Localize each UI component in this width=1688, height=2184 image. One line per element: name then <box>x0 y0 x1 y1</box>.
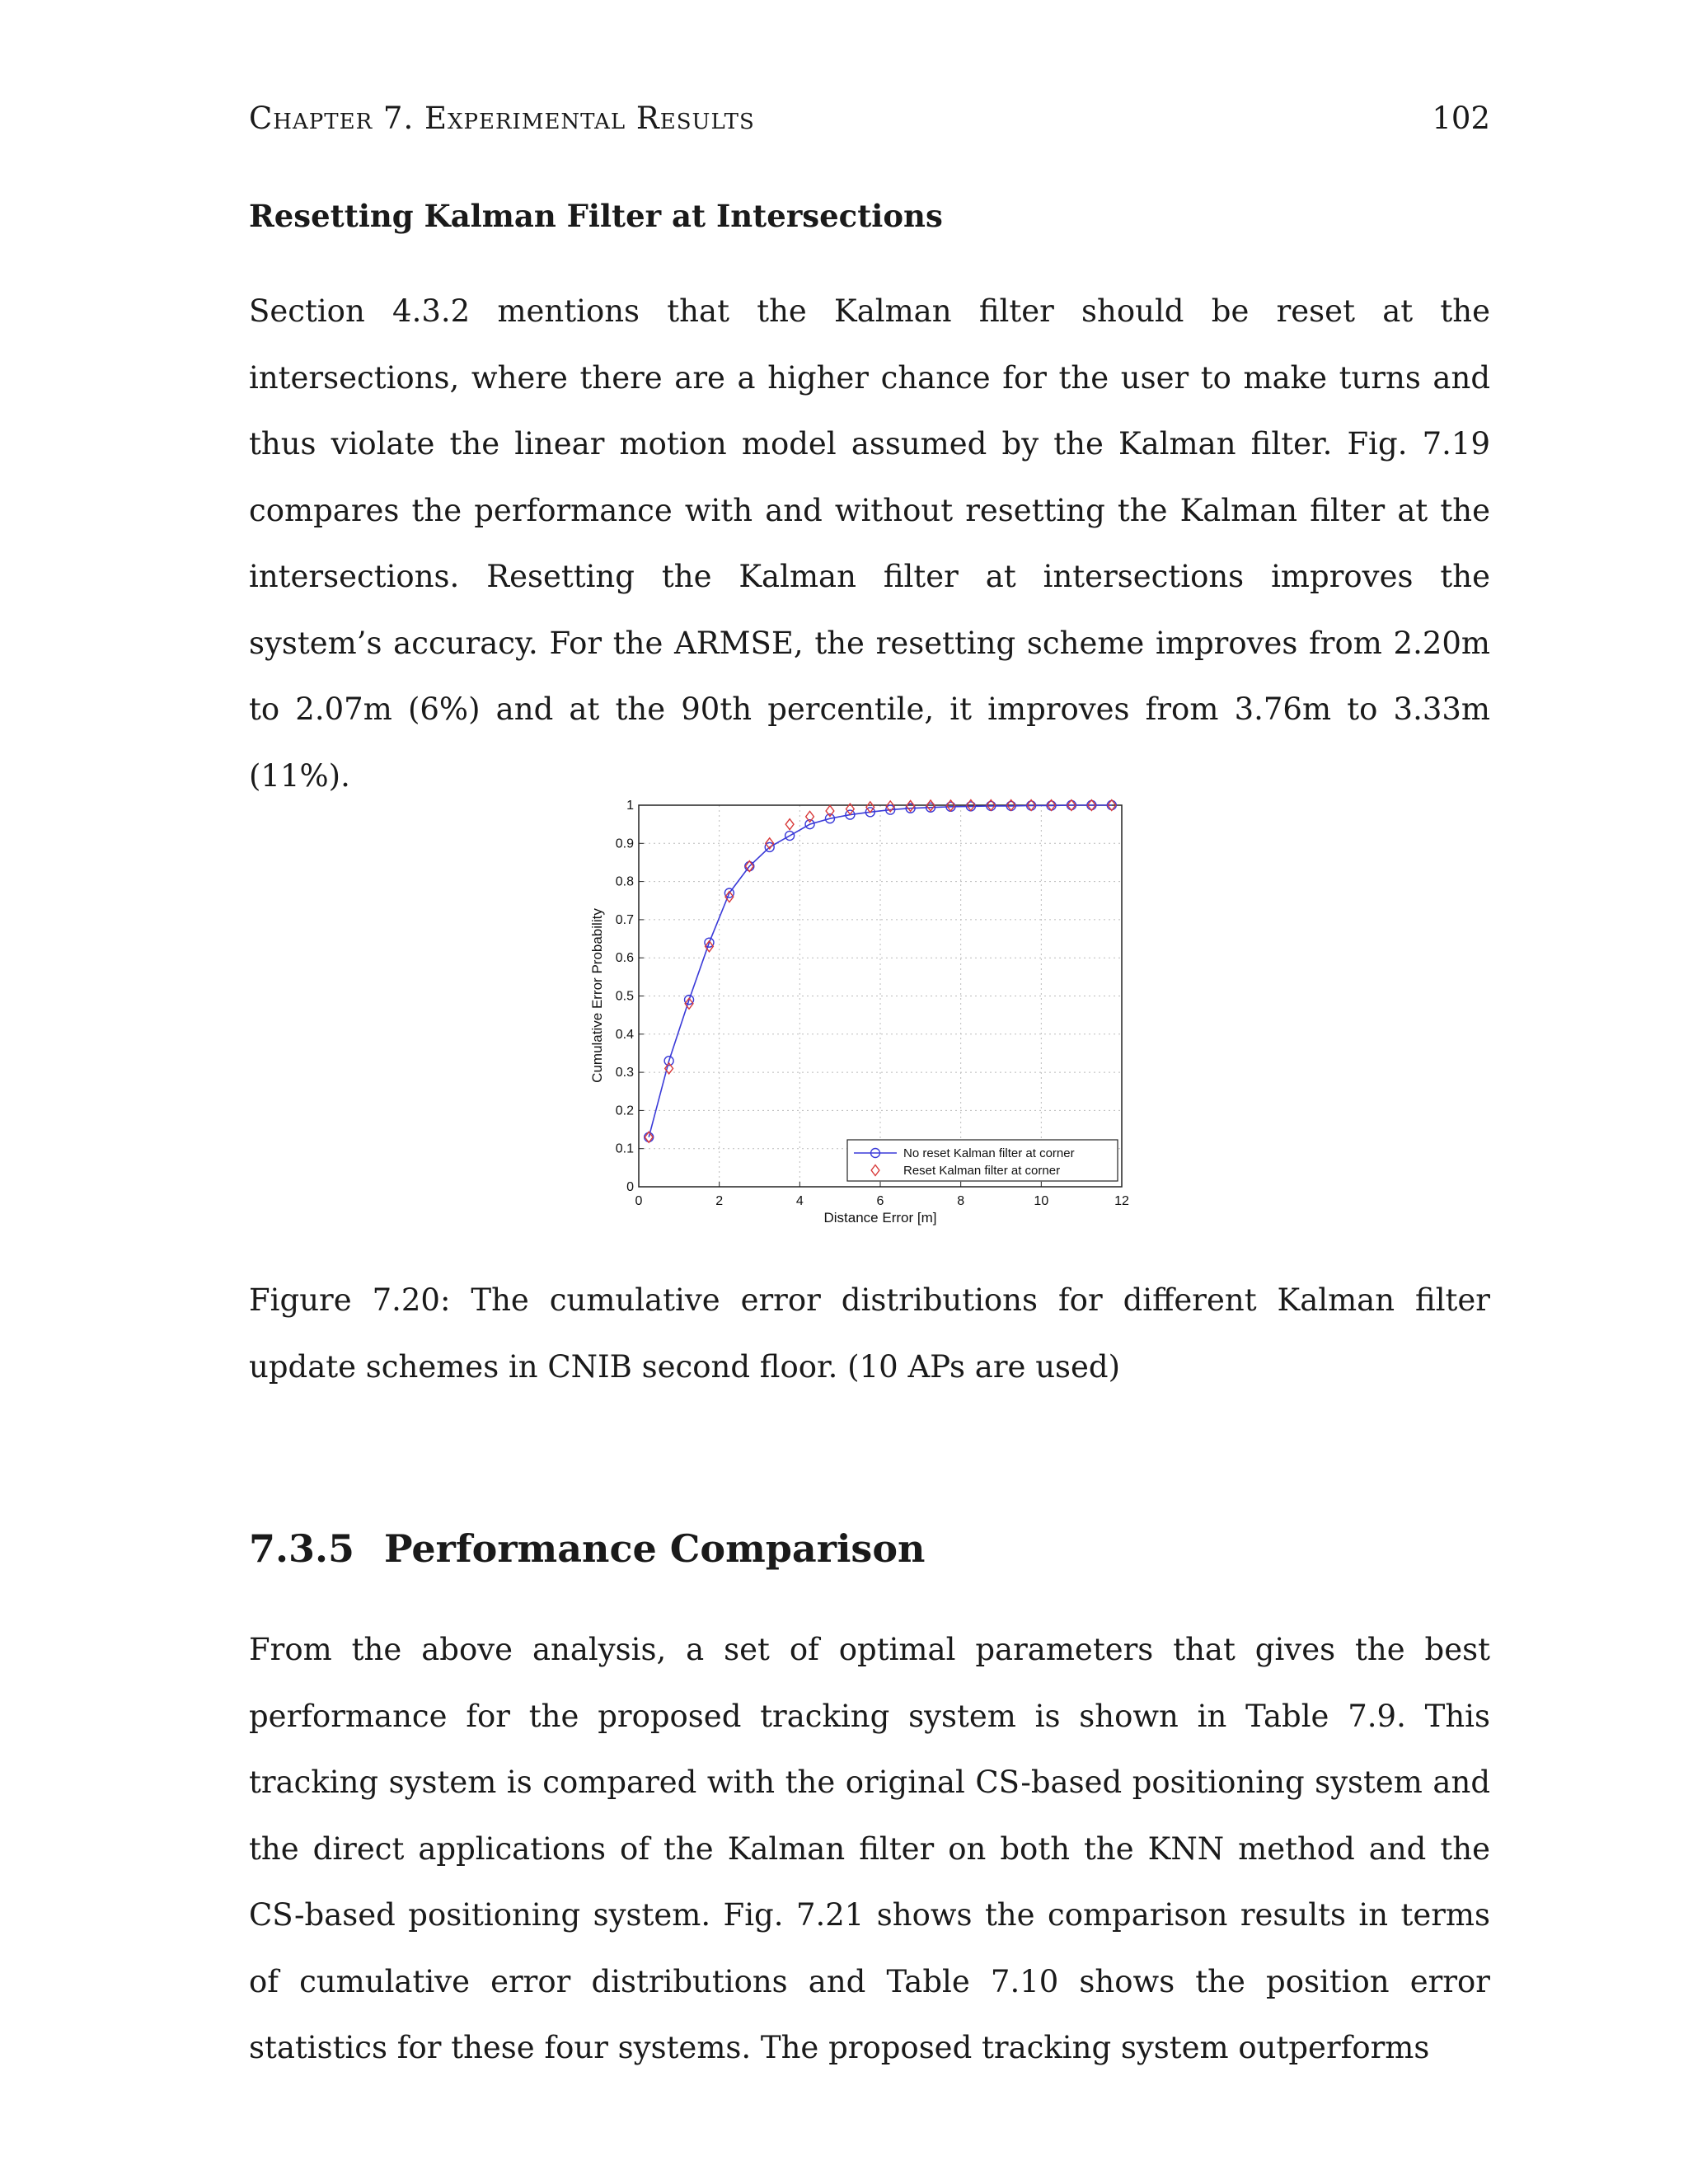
y-tick-label: 0.8 <box>615 874 634 889</box>
y-tick-label: 0 <box>626 1180 634 1194</box>
chapter-title: Chapter 7. Experimental Results <box>249 101 755 136</box>
data-point-no-reset <box>645 1132 654 1141</box>
y-tick-label: 0.3 <box>615 1066 634 1080</box>
y-tick-label: 0.9 <box>615 837 634 851</box>
paragraph-performance-comparison: From the above analysis, a set of optimal parameters that gives the best performance for the proposed tracking system is shown in Table 7.9. This tracking system is compared with the original CS-based positioning system and the direct applications of the Kalman filter on both the KNN method and the CS-based positioning system. Fig. 7.21 shows the comparison results in terms of cumulative error distributions and Table 7.10 shows the position error statistics for these four systems. The proposed tracking system outperforms <box>249 1632 1490 2065</box>
page-header <box>249 101 1490 142</box>
y-tick-label: 0.7 <box>615 912 634 927</box>
x-tick-label: 12 <box>1114 1194 1129 1208</box>
y-tick-label: 0.5 <box>615 989 634 1004</box>
page-number: 102 <box>1432 101 1490 136</box>
legend-label: Reset Kalman filter at corner <box>903 1164 1061 1178</box>
y-tick-label: 0.2 <box>615 1104 634 1118</box>
y-tick-label: 0.6 <box>615 951 634 966</box>
subsection-heading: Resetting Kalman Filter at Intersections <box>249 198 943 234</box>
chart-legend <box>847 1140 1118 1181</box>
section-title: Performance Comparison <box>384 1526 926 1571</box>
x-tick-label: 4 <box>795 1194 804 1208</box>
y-tick-label: 0.1 <box>615 1141 634 1156</box>
section-heading <box>249 1526 925 1571</box>
x-tick-label: 8 <box>957 1194 965 1208</box>
data-point-reset <box>785 819 794 830</box>
x-axis-label: Distance Error [m] <box>823 1210 937 1226</box>
figure-caption: Figure 7.20: The cumulative error distributions for different Kalman filter update schemes in CNIB second floor. (10 APs are used) <box>249 1282 1490 1385</box>
x-tick-label: 10 <box>1034 1194 1049 1208</box>
legend-label: No reset Kalman filter at corner <box>903 1146 1075 1160</box>
x-tick-label: 0 <box>635 1194 643 1208</box>
figure-cdf-chart <box>577 787 1137 1232</box>
x-tick-label: 6 <box>876 1194 884 1208</box>
y-tick-label: 1 <box>626 799 634 813</box>
x-tick-label: 2 <box>715 1194 724 1208</box>
cdf-chart <box>577 787 1137 1232</box>
section-number: 7.3.5 <box>249 1526 355 1571</box>
y-axis-label: Cumulative Error Probability <box>589 908 605 1083</box>
data-point-reset <box>907 800 915 811</box>
y-tick-label: 0.4 <box>615 1027 634 1042</box>
paragraph-reset-kalman: Section 4.3.2 mentions that the Kalman filter should be reset at the intersections, where there are a higher chance for the user to make turns and thus violate the linear motion model assumed by the Kalman filter. Fig. 7.19 compares the performance with and without resetting the Kalman filter at the intersections. Resetting the Kalman filter at intersections improves the system’s accuracy. For the ARMSE, the resetting scheme improves from 2.20m to 2.07m (6%) and at the 90th percentile, it improves from 3.76m to 3.33m (11%). <box>249 293 1490 794</box>
